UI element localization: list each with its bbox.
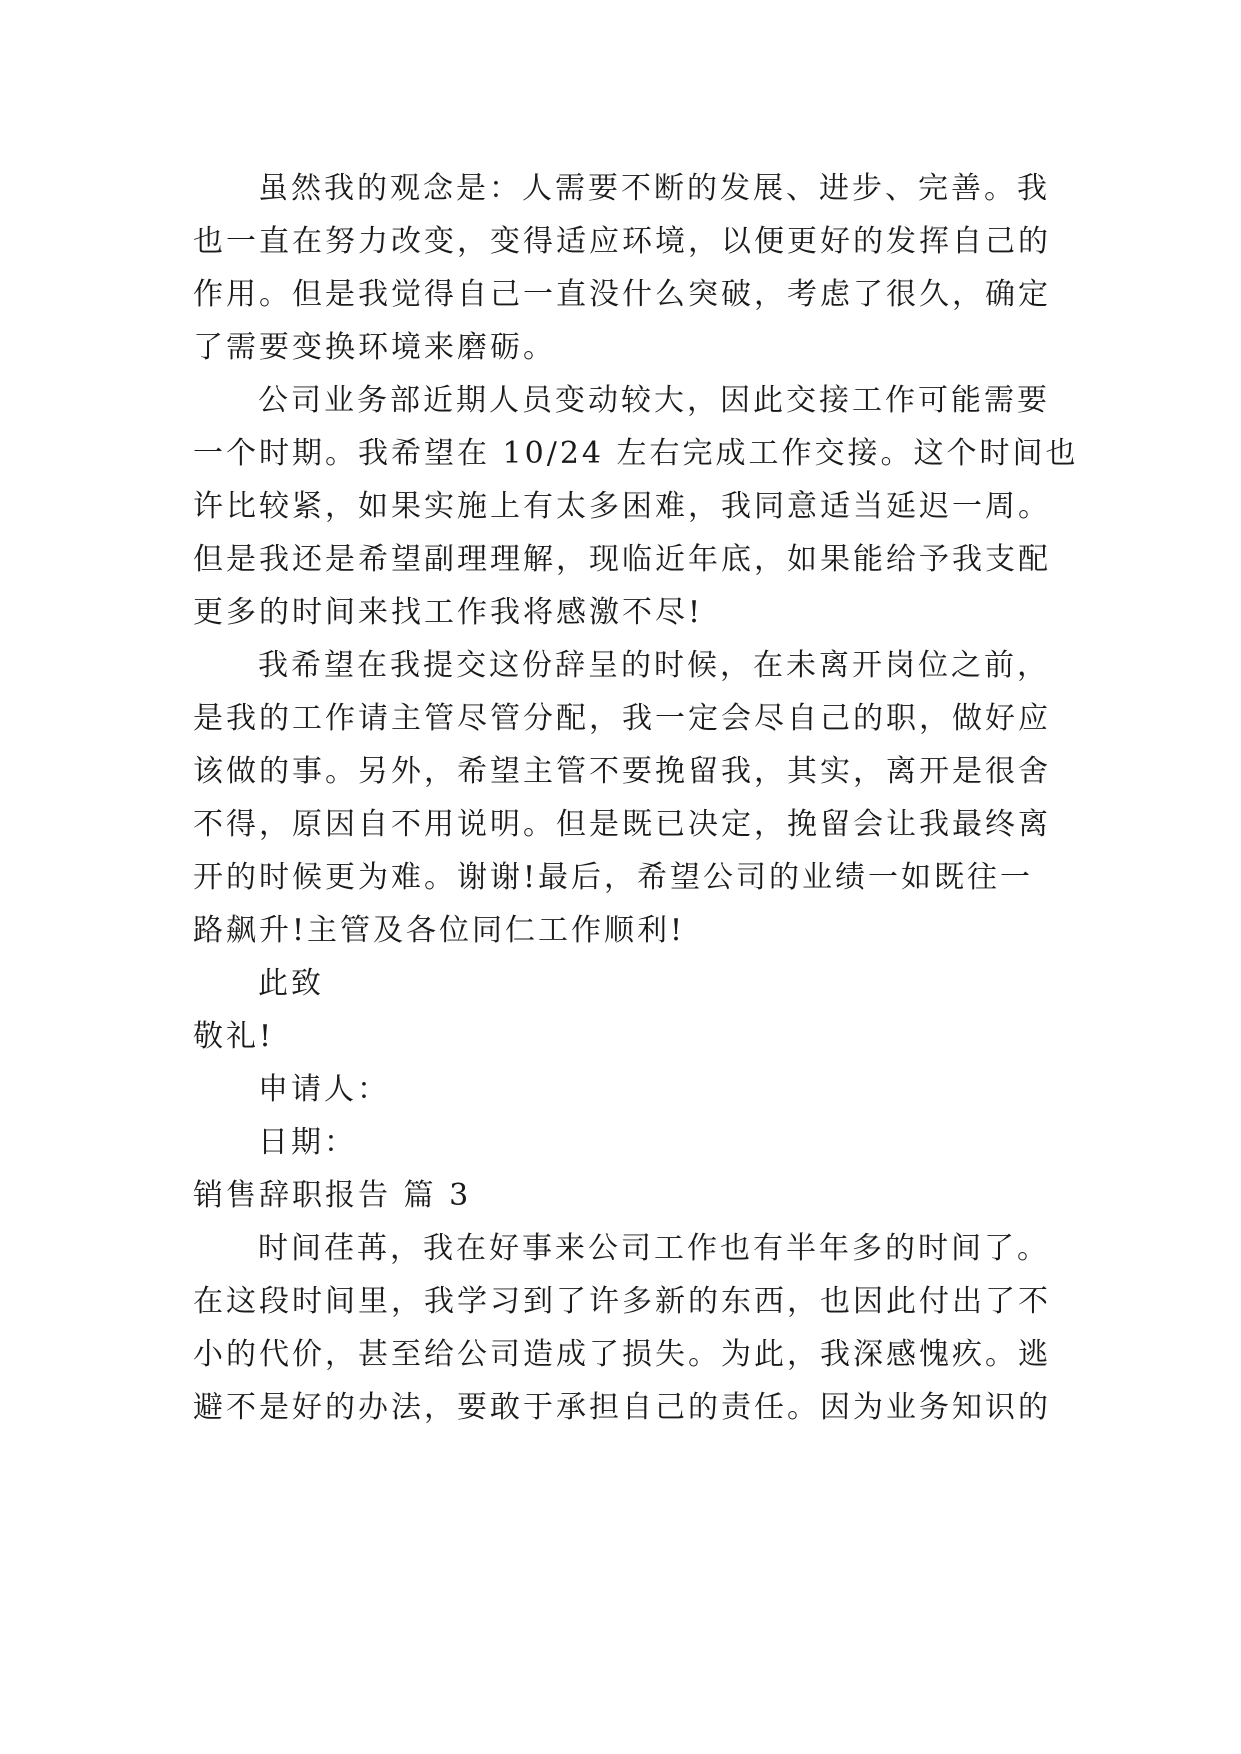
paragraph-line: 也一直在努力改变，变得适应环境，以便更好的发挥自己的 <box>193 224 1051 259</box>
paragraph-line: 了需要变换环境来磨砺。 <box>193 330 556 365</box>
paragraph-line: 路飙升!主管及各位同仁工作顺利! <box>193 913 686 948</box>
section-heading: 销售辞职报告 篇 3 <box>193 1178 472 1213</box>
paragraph-line: 是我的工作请主管尽管分配，我一定会尽自己的职，做好应 <box>193 701 1051 736</box>
date-label: 日期： <box>258 1125 357 1160</box>
paragraph-line: 虽然我的观念是：人需要不断的发展、进步、完善。我 <box>258 171 1050 206</box>
paragraph-line: 公司业务部近期人员变动较大，因此交接工作可能需要 <box>258 383 1050 418</box>
paragraph-line: 小的代价，甚至给公司造成了损失。为此，我深感愧疚。逃 <box>193 1337 1051 1372</box>
applicant-label: 申请人： <box>258 1072 390 1107</box>
paragraph-line: 在这段时间里，我学习到了许多新的东西，也因此付出了不 <box>193 1284 1051 1319</box>
paragraph-line: 避不是好的办法，要敢于承担自己的责任。因为业务知识的 <box>193 1390 1051 1425</box>
paragraph-line: 一个时期。我希望在 10/24 左右完成工作交接。这个时间也 <box>193 436 1079 471</box>
paragraph-line: 不得，原因自不用说明。但是既已决定，挽留会让我最终离 <box>193 807 1051 842</box>
paragraph-line: 但是我还是希望副理理解，现临近年底，如果能给予我支配 <box>193 542 1051 577</box>
document-body <box>193 162 1079 1434</box>
paragraph-line: 更多的时间来找工作我将感激不尽! <box>193 595 704 630</box>
paragraph-line: 该做的事。另外，希望主管不要挽留我，其实，离开是很舍 <box>193 754 1051 789</box>
paragraph-line: 时间荏苒，我在好事来公司工作也有半年多的时间了。 <box>258 1231 1050 1266</box>
closing-regards: 敬礼! <box>193 1019 275 1054</box>
paragraph-line: 作用。但是我觉得自己一直没什么突破，考虑了很久，确定 <box>193 277 1051 312</box>
paragraph-line: 开的时候更为难。谢谢!最后，希望公司的业绩一如既往一 <box>193 860 1034 895</box>
paragraph-line: 我希望在我提交这份辞呈的时候，在未离开岗位之前， <box>258 648 1050 683</box>
paragraph-line: 许比较紧，如果实施上有太多困难，我同意适当延迟一周。 <box>193 489 1051 524</box>
closing-salutation: 此致 <box>258 966 324 1001</box>
